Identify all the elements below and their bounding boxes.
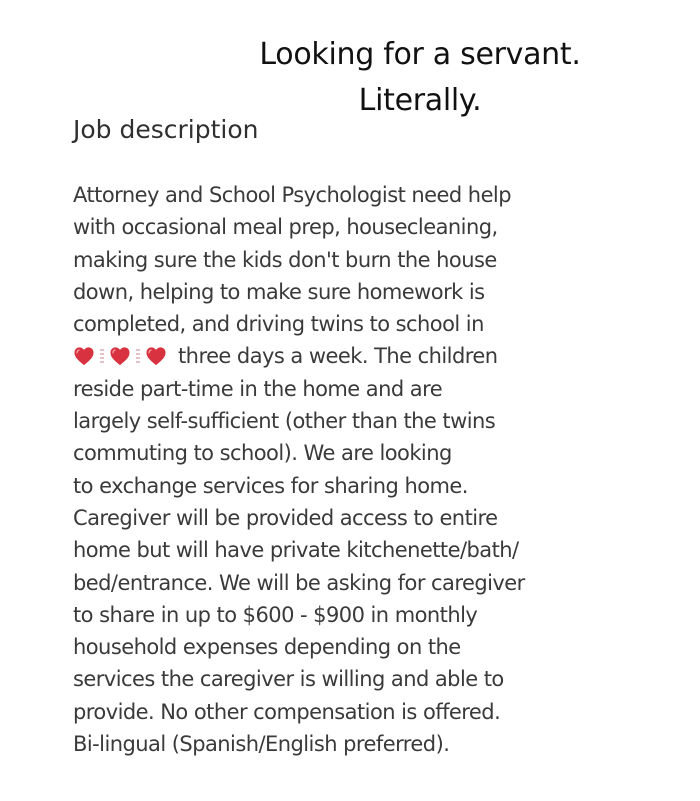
heart-icon (109, 346, 131, 366)
description-line: to share in up to $600 - $900 in monthly (73, 602, 478, 627)
description-line: reside part-time in the home and are (73, 376, 443, 401)
description-line-text: three days a week. The children (178, 344, 498, 369)
description-line: provide. No other compensation is offered. (73, 699, 501, 724)
overlay-caption (200, 32, 640, 124)
description-line: down, helping to make sure homework is (73, 279, 485, 304)
description-line: commuting to school). We are looking (73, 441, 452, 466)
caption-line-1: Looking for a servant. (259, 37, 581, 72)
description-line: largely self-sufficient (other than the twins (73, 409, 496, 434)
description-line-with-emoji (73, 340, 673, 372)
job-description-body (73, 179, 673, 760)
description-line: to exchange services for sharing home. (73, 473, 468, 498)
heart-icon (145, 346, 167, 366)
description-line: Attorney and School Psychologist need help (73, 183, 511, 207)
description-line: home but will have private kitchenette/bath/ (73, 538, 519, 563)
description-line: services the caregiver is willing and able to (73, 667, 504, 692)
caption-line-2: Literally. (358, 83, 482, 118)
redacted-location-emoji (73, 343, 172, 375)
description-line: with occasional meal prep, housecleaning, (73, 215, 498, 240)
heart-icon (73, 346, 95, 366)
separator-mark (100, 349, 104, 365)
description-line: household expenses depending on the (73, 635, 461, 660)
description-line: Bi-lingual (Spanish/English preferred). (73, 732, 450, 757)
description-line: Caregiver will be provided access to entire (73, 505, 498, 530)
description-line: completed, and driving twins to school in (73, 312, 484, 337)
separator-mark (136, 349, 140, 365)
description-line: bed/entrance. We will be asking for caregiver (73, 570, 525, 595)
description-line: making sure the kids don't burn the house (73, 247, 497, 272)
job-description-heading: Job description (73, 115, 259, 144)
